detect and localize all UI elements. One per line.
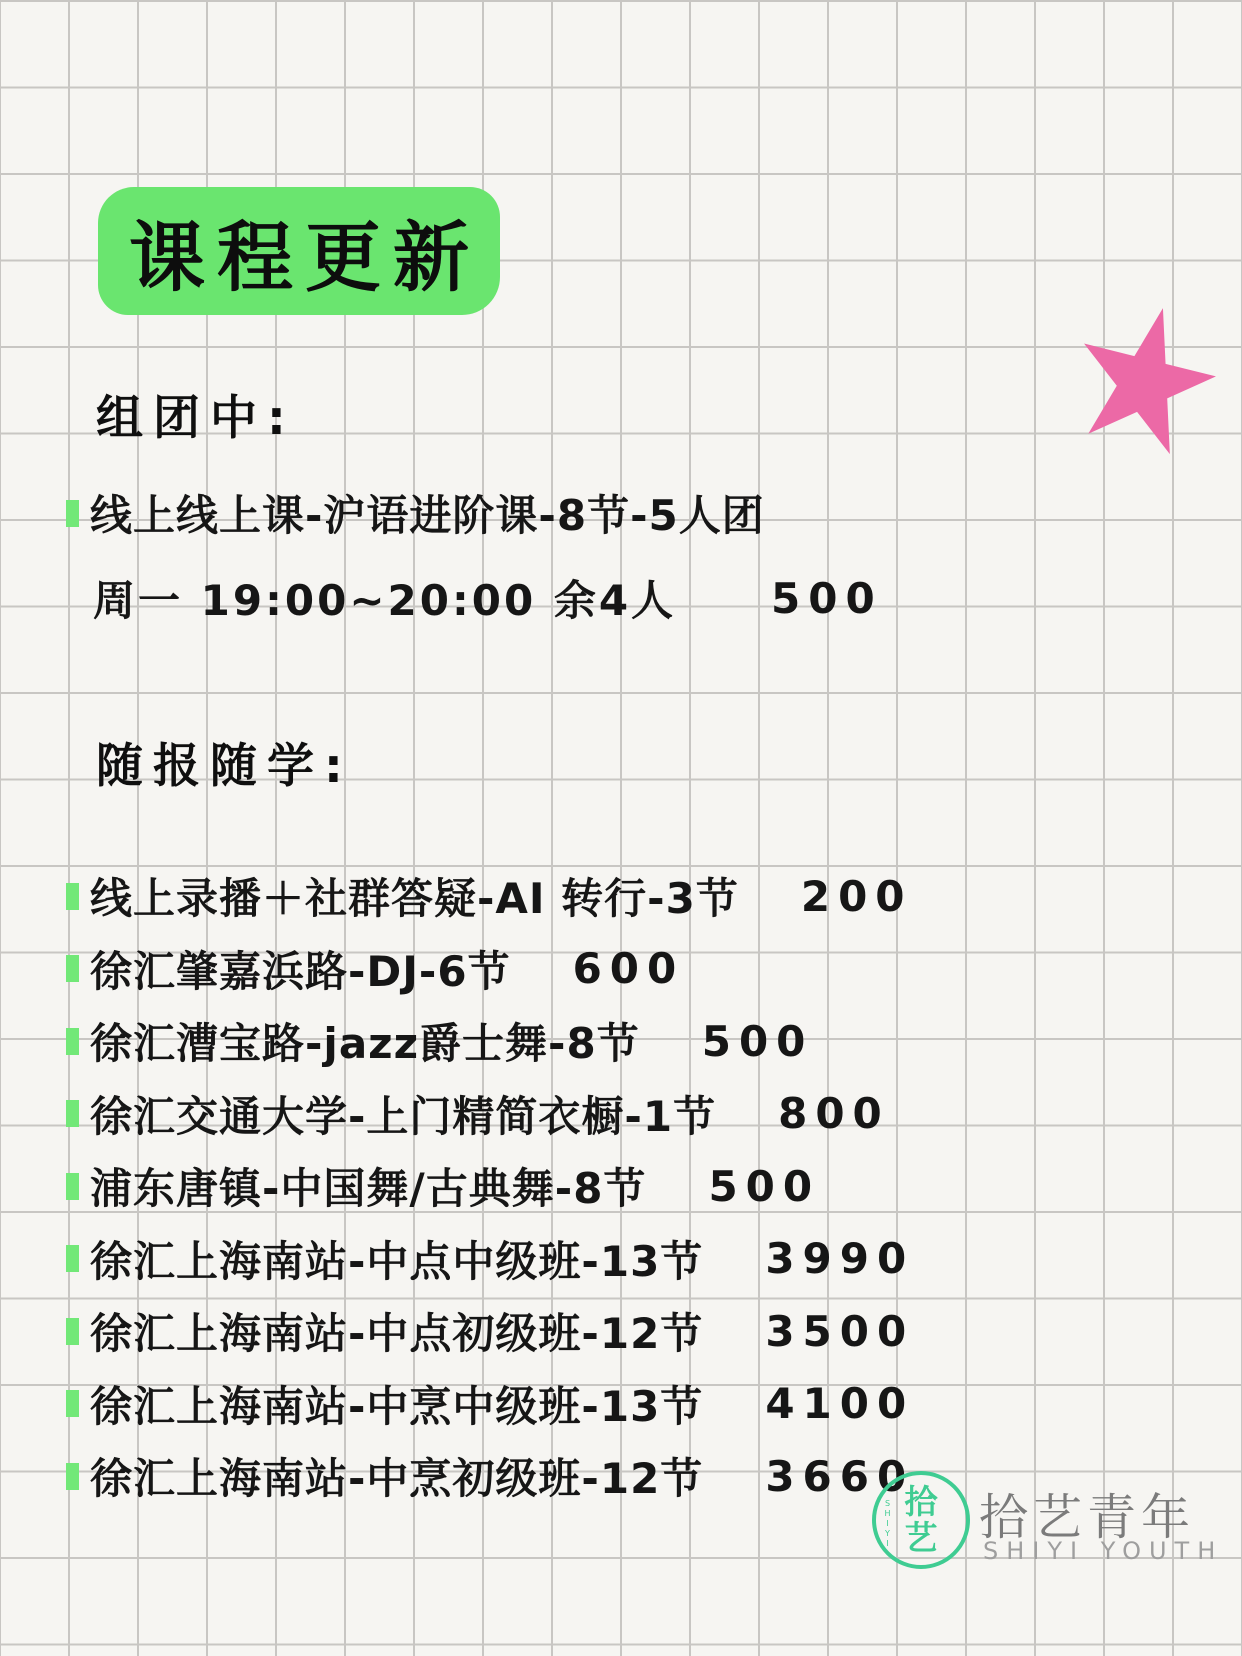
course-row	[66, 483, 883, 543]
bullet-icon	[66, 1028, 79, 1055]
course-schedule: 周一 19:00~20:00 余4人	[93, 576, 677, 625]
course-row	[66, 1368, 914, 1441]
course-price: 4100	[765, 1379, 915, 1429]
bullet-icon	[66, 500, 79, 527]
brand-logo-side-text: SHIYI	[883, 1499, 892, 1549]
course-row	[66, 1078, 914, 1151]
section-heading-group: 组团中:	[96, 391, 296, 446]
course-name: 徐汇肇嘉浜路-DJ-6节	[90, 946, 511, 996]
group-course-item	[66, 483, 883, 628]
course-price: 500	[701, 1016, 814, 1066]
course-row	[66, 1440, 914, 1513]
course-name: 线上录播＋社群答疑-AI 转行-3节	[90, 874, 739, 924]
course-name: 徐汇上海南站-中点初级班-12节	[90, 1309, 704, 1359]
course-row	[66, 1295, 914, 1368]
bullet-icon	[66, 883, 79, 910]
brand-logo-char-bottom: 艺	[904, 1518, 938, 1557]
title-badge	[98, 187, 500, 315]
course-price: 500	[708, 1161, 821, 1211]
course-name: 徐汇上海南站-中点中级班-13节	[90, 1236, 704, 1286]
bullet-icon	[66, 1245, 79, 1272]
course-row	[66, 860, 914, 933]
course-price: 3500	[765, 1306, 915, 1356]
course-price: 3990	[765, 1234, 915, 1284]
brand-logo-icon	[872, 1471, 970, 1569]
course-name: 浦东唐镇-中国舞/古典舞-8节	[90, 1164, 647, 1214]
course-row	[66, 1150, 914, 1223]
bullet-icon	[66, 955, 79, 982]
course-price: 200	[800, 871, 913, 921]
bullet-icon	[66, 1390, 79, 1417]
course-name: 徐汇漕宝路-jazz爵士舞-8节	[90, 1019, 640, 1069]
brand-name-en: SHIYI YOUTH	[983, 1537, 1224, 1565]
course-price: 500	[771, 573, 883, 623]
bullet-icon	[66, 1463, 79, 1490]
brand-name: 拾艺青年	[979, 1489, 1196, 1546]
course-name: 徐汇交通大学-上门精简衣橱-1节	[90, 1091, 717, 1141]
course-row	[66, 1005, 914, 1078]
course-name: 线上线上课-沪语进阶课-8节-5人团	[90, 491, 765, 540]
course-price: 800	[778, 1089, 890, 1139]
bullet-icon	[66, 1173, 79, 1200]
bullet-icon	[66, 1318, 79, 1345]
course-price: 3660	[765, 1451, 915, 1501]
course-list	[66, 860, 914, 1513]
page-title: 课程更新	[129, 212, 481, 302]
brand-footer	[872, 1471, 1224, 1581]
section-heading-anytime: 随报随学:	[96, 739, 353, 794]
course-row	[66, 1223, 914, 1296]
course-price: 600	[572, 944, 685, 994]
course-row	[66, 933, 914, 1006]
star-icon	[1063, 292, 1229, 461]
course-name: 徐汇上海南站-中烹中级班-13节	[90, 1381, 704, 1431]
course-name: 徐汇上海南站-中烹初级班-12节	[90, 1454, 704, 1504]
course-schedule-row	[93, 568, 883, 628]
brand-logo-char-top: 拾	[904, 1482, 938, 1522]
bullet-icon	[66, 1100, 79, 1127]
